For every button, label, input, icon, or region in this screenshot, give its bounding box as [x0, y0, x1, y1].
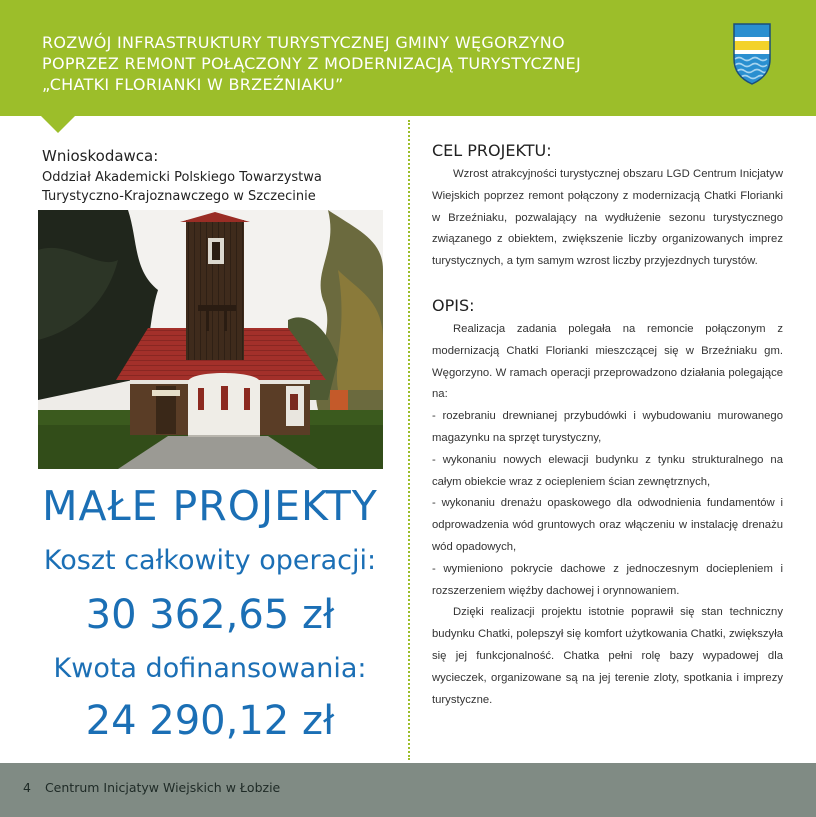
title-line-2: POPRZEZ REMONT POŁĄCZONY Z MODERNIZACJĄ TURYSTYCZNEJ	[42, 54, 581, 73]
page-number: 4	[23, 780, 31, 795]
applicant-name-line-2: Turystyczno-Krajoznawczego w Szczecinie	[42, 189, 316, 204]
applicant-label: Wnioskodawca:	[42, 147, 159, 165]
header-pointer-decoration	[41, 116, 75, 133]
page-title	[42, 32, 702, 95]
total-cost-label: Koszt całkowity operacji:	[43, 545, 377, 576]
grant-label: Kwota dofinansowania:	[53, 653, 367, 684]
description-item: - wykonaniu nowych elewacji budynku z tynku strukturalnego na całym obiekcie wraz z ociepleniem ścian zewnętrznych,	[432, 453, 783, 488]
goal-heading: CEL PROJEKTU:	[432, 141, 552, 160]
title-line-3: „CHATKI FLORIANKI W BRZEŹNIAKU”	[42, 75, 344, 94]
chatka-florianki-photo	[38, 210, 383, 469]
applicant-name-line-1: Oddział Akademicki Polskiego Towarzystwa	[42, 170, 322, 185]
applicant-name	[42, 168, 402, 206]
goal-text	[432, 164, 783, 273]
description-heading: OPIS:	[432, 296, 475, 315]
description-text	[432, 319, 783, 711]
description-intro: Realizacja zadania polegała na remoncie połączonym z modernizacją Chatki Florianki mieszczącej się w Brzeźniaku gm. Węgorzyno. W ramach operacji przeprowadzono działania polegające na:	[432, 323, 783, 401]
description-item: - wykonaniu drenażu opaskowego dla odwodnienia fundamentów i odprowadzenia wód gruntowych oraz włączeniu w instalację drenażu wód opadowych,	[432, 497, 783, 553]
description-item: - rozebraniu drewnianej przybudówki i wybudowaniu murowanego magazynku na sprzęt turystyczny,	[432, 410, 783, 444]
program-name: MAŁE PROJEKTY	[42, 482, 378, 530]
footer	[23, 780, 294, 795]
publisher-name: Centrum Inicjatyw Wiejskich w Łobzie	[44, 780, 281, 795]
total-cost-value: 30 362,65 zł	[85, 592, 335, 638]
description-item: - wymieniono pokrycie dachowe z jednoczesnym dociepleniem i rozszerzeniem więźby dachowej i orynnowaniem.	[432, 562, 783, 597]
title-line-1: ROZWÓJ INFRASTRUKTURY TURYSTYCZNEJ GMINY WĘGORZYNO	[42, 33, 565, 52]
grant-value: 24 290,12 zł	[85, 698, 335, 744]
goal-paragraph: Wzrost atrakcyjności turystycznej obszaru LGD Centrum Inicjatyw Wiejskich poprzez remont połączony z modernizacją Chatki Florianki w Brzeźniaku, pozwalający na wydłużenie sezonu turystycznego związanego z obiektem, zwiększenie liczby organizowanych imprez turystycznych, a tym samym wzrost liczby przyjezdnych turystów.	[432, 168, 783, 268]
municipal-coat-of-arms-icon	[733, 23, 771, 85]
description-conclusion: Dzięki realizacji projektu istotnie poprawił się stan techniczny budynku Chatki, polepszył się komfort użytkowania Chatki, zwiększyła się jej funkcjonalność. Chatka pełni rolę bazy wypadowej dla wycieczek, organizowane są na jej terenie zloty, spotkania i imprezy turystyczne.	[432, 606, 783, 706]
column-divider	[408, 120, 410, 760]
